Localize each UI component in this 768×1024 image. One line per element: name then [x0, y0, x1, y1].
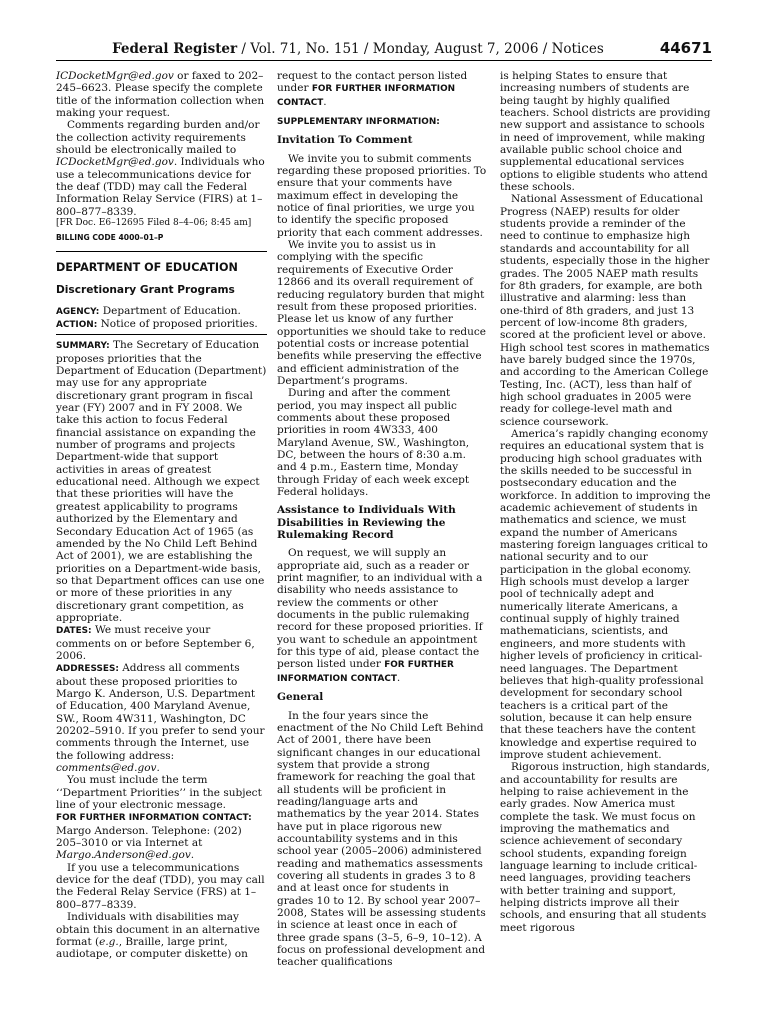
paragraph: If you use a telecommunications device for the deaf (TDD), you may call the Federal Relay Service (FRS) at 1–800–877–8339. — [56, 861, 265, 911]
paragraph: Rigorous instruction, high standards, and accountability for results are helping to raise achievement in the early grades. Now America must complete the task. We must focus on improving the mathematics and science achievement of secondary school students, expanding foreign language learning to include critical-need languages, providing teachers with better training and support, helping districts improve all their schools, and ensuring that all students meet rigorous — [500, 761, 710, 934]
paragraph-text: . — [396, 671, 401, 684]
paragraph-text: . — [323, 95, 327, 108]
agency-line — [56, 305, 267, 318]
action-label: ACTION: — [56, 320, 98, 330]
dates-label: DATES: — [56, 626, 92, 637]
action-text: Notice of proposed priorities. — [97, 318, 258, 330]
paragraph: is helping States to ensure that increasing numbers of students are being taught by highly qualified teachers. School districts are providing new support and assistance to schools in need of improvement, while making available public school choice and supplemental educational services options to eligible students who attend these schools. — [500, 70, 711, 194]
summary-label: SUMMARY: — [56, 341, 110, 352]
email-address: ICDocketMgr@ed.gov — [56, 156, 174, 169]
subject-heading: Discretionary Grant Programs — [56, 284, 235, 297]
paragraph-text: On request, we will supply an appropriate aid, such as a reader or print magnifier, to an individual with a disability who needs assistance to review the comments or other documents in the public rulemaking record for these proposed priorities. If you want to schedule an appointment for this type of aid, please contact the person listed under — [277, 547, 483, 671]
paragraph: National Assessment of Educational Progress (NAEP) results for older students provide a reminder of the need to continue to emphasize high standards and accountability for all students, especially those in the higher grades. The 2005 NAEP math results for 8th graders, for example, are both illustrative and alarming: less than one-third of 8th graders, and just 13 percent of low-income 8th graders, scored at the proficient level or above. High school test scores in mathematics have barely budged since the 1970s, and according to the American College Testing, Inc. (ACT), less than half of high school graduates in 2005 were ready for college-level math and science coursework. — [500, 193, 710, 428]
paragraph-text: Individuals with disabilities may obtain this document in an alternative format ( — [56, 911, 260, 948]
action-line — [56, 318, 267, 331]
paragraph — [56, 119, 267, 218]
page-number: 44671 — [659, 39, 712, 57]
paragraph: In the four years since the enactment of the No Child Left Behind Act of 2001, there have been significant changes in our educational system that provide a strong framework for reaching the goal that all students will be proficient in reading/language arts and mathematics by the year 2014. States have put in place rigorous new accountability systems and in this school year (2005–2006) administered reading and mathematics assessments covering all students in grades 3 to 8 and at least once for students in grades 10 to 12. By school year 2007–2008, States will be assessing students in science at least once in each of three grade spans (3–5, 6–9, 10–12). A focus on professional development and teacher qualifications — [277, 709, 486, 969]
dates-paragraph — [56, 624, 267, 662]
paragraph — [56, 70, 267, 119]
paragraph: We invite you to submit comments regarding these proposed priorities. To ensure that your comments have maximum effect in developing the notice of final priorities, we urge you to identify the specific proposed priority that each comment addresses. — [277, 152, 487, 239]
divider — [56, 334, 267, 335]
paragraph: We invite you to assist us in complying with the specific requirements of Executive Order 12866 and its overall requirement of reducing regulatory burden that might result from these proposed priorities. Please let us know of any further opportunities we should take to reduce potential costs or increase potential benefits while preserving the effective and efficient administration of the Department’s programs. — [277, 239, 487, 387]
supplementary-label: SUPPLEMENTARY INFORMATION: — [277, 117, 440, 128]
paragraph-text: Comments regarding burden and/or the collection activity requirements should be electronically mailed to — [56, 119, 260, 157]
column-2 — [277, 70, 488, 969]
paragraph-text: , Braille, large print, audiotape, or computer diskette) on — [56, 935, 248, 961]
email-address: Margo.Anderson@ed.gov — [56, 849, 191, 862]
section-divider — [56, 251, 267, 252]
paragraph — [277, 70, 488, 109]
agency-text: Department of Education. — [99, 304, 241, 317]
email-address: ICDocketMgr@ed.gov — [56, 70, 174, 82]
supplementary-label-line — [277, 115, 488, 128]
paragraph-text: . — [190, 849, 195, 862]
column-3 — [500, 70, 711, 934]
issue-info: / Vol. 71, No. 151 / Monday, August 7, 2006 / Notices — [237, 41, 604, 57]
billing-code: BILLING CODE 4000–01–P — [56, 232, 164, 242]
email-address: comments@ed.gov — [56, 762, 157, 775]
section-heading: General — [277, 691, 324, 704]
summary-text: The Secretary of Education proposes priorities that the Department of Education (Department) may use for any appropriate discretionary grant program in fiscal year (FY) 2007 and in FY 2008. We take this action to focus Federal financial assistance on expanding the number of programs and projects Department-wide that support activities in areas of greatest educational need. Although we expect that these priorities will have the greatest applicability to programs authorized by the Elementary and Secondary Education Act of 1965 (as amended by the No Child Left Behind Act of 2001), we are establishing the priorities on a Department-wide basis, so that Department offices can use one or more of these priorities in any discretionary grant competition, as appropriate. — [56, 339, 267, 624]
section-heading: Invitation To Comment — [277, 134, 413, 147]
contact-reference: FOR FURTHER INFORMATION CONTACT — [277, 660, 454, 684]
publication-title: Federal Register — [112, 41, 238, 57]
paragraph: America’s rapidly changing economy requires an educational system that is producing high school graduates with the skills needed to be successful in postsecondary education and the workforce. In addition to improving the academic achievement of students in mathematics and science, we must expand the number of Americans mastering foreign languages critical to national security and to our participation in the global economy. High schools must develop a larger pool of technically adept and numerically literate Americans, a continual supply of highly trained mathematicians, scientists, and engineers, and more students with higher levels of proficiency in critical-need languages. The Department believes that high-quality professional development for secondary school teachers is a critical part of the solution, because it can help ensure that these teachers have the content knowledge and expertise required to improve student achievement. — [500, 427, 711, 761]
section-heading: Assistance to Individuals With Disabilities in Reviewing the Rulemaking Record — [277, 504, 456, 542]
contact-label: FOR FURTHER INFORMATION CONTACT: — [56, 813, 252, 824]
contact-paragraph — [56, 825, 267, 862]
contact-text: Margo Anderson. Telephone: (202) 205–3010 or via Internet at — [56, 824, 242, 850]
agency-label: AGENCY: — [56, 306, 100, 317]
addresses-text: Address all comments about these proposed priorities to Margo K. Anderson, U.S. Department of Education, 400 Maryland Avenue, SW., Room 4W311, Washington, DC 20202–5910. If you prefer to send your comments through the Internet, use the following address: — [56, 662, 265, 762]
contact-reference: FOR FURTHER INFORMATION CONTACT — [277, 84, 456, 108]
dates-text: We must receive your comments on or before September 6, 2006. — [56, 624, 255, 662]
column-1 — [56, 70, 267, 961]
summary-paragraph — [56, 339, 267, 624]
paragraph — [277, 547, 488, 685]
page-header — [56, 38, 712, 61]
paragraph-text: or faxed to 202–245–6623. Please specify the complete title of the information collection when making your request. — [56, 70, 265, 120]
paragraph-text: . Individuals who use a telecommunications device for the deaf (TDD) may call the Federal Information Relay Service (FIRS) at 1–800–877–8339. — [56, 156, 265, 218]
paragraph: During and after the comment period, you may inspect all public comments about these proposed priorities in room 4W333, 400 Maryland Avenue, SW., Washington, DC, between the hours of 8:30 a.m. and 4 p.m., Eastern time, Monday through Friday of each week except Federal holidays. — [277, 387, 470, 498]
paragraph-text: request to the contact person listed under — [277, 70, 468, 95]
header-citation — [56, 41, 660, 60]
paragraph-text: e.g. — [99, 935, 119, 948]
paragraph: You must include the term ‘‘Department Priorities’’ in the subject line of your electronic message. — [56, 774, 262, 812]
fr-doc-line: [FR Doc. E6–12695 Filed 8–4–06; 8:45 am] — [56, 218, 252, 229]
paragraph — [56, 911, 267, 960]
contact-label-line — [56, 811, 267, 824]
addresses-label: ADDRESSES: — [56, 664, 119, 675]
department-heading: DEPARTMENT OF EDUCATION — [56, 260, 238, 274]
addresses-paragraph — [56, 662, 267, 774]
paragraph-text: . — [156, 762, 160, 775]
